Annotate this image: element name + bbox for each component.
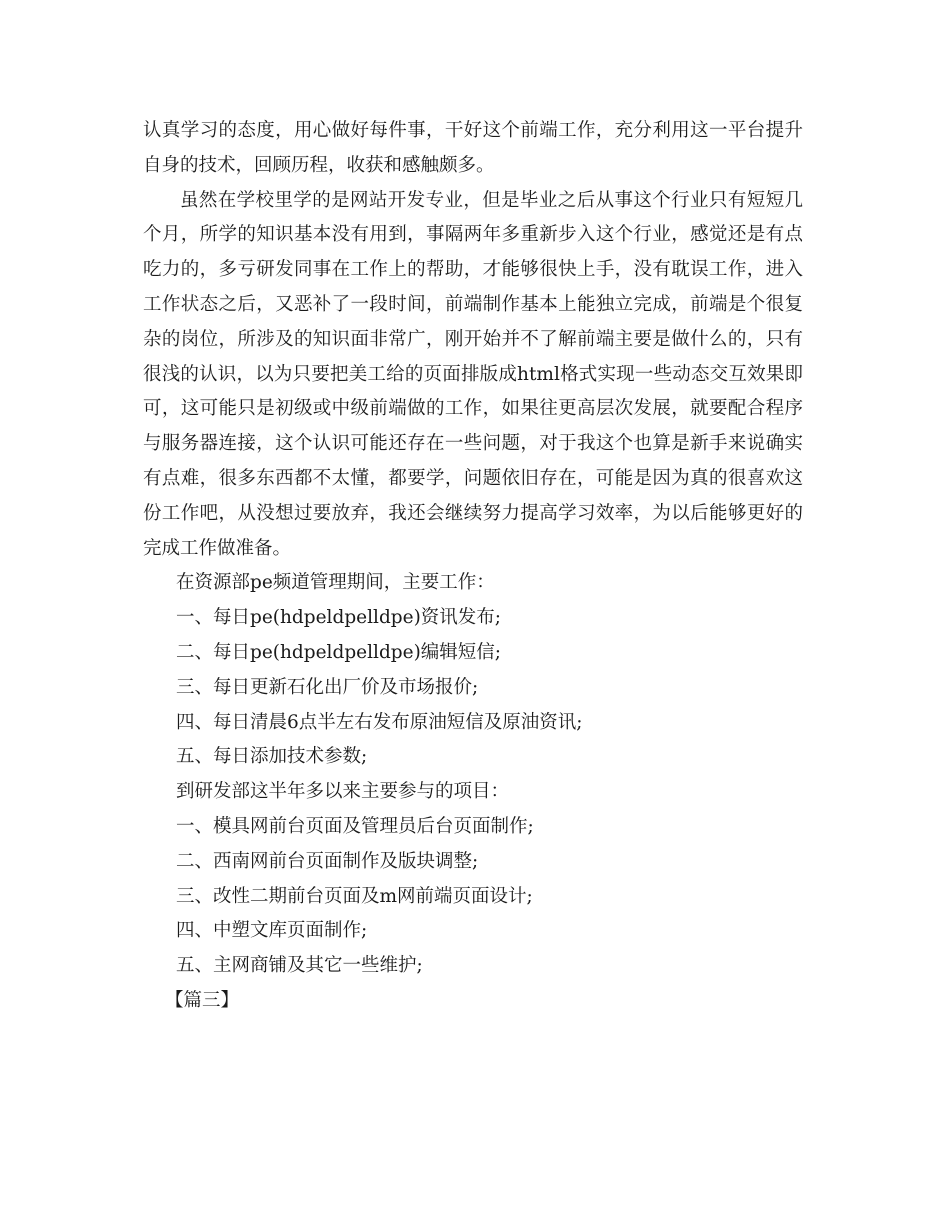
list-item: 三、改性二期前台页面及m网前端页面设计; xyxy=(176,885,533,907)
section-intro-resources: 在资源部pe频道管理期间，主要工作： xyxy=(176,572,495,594)
list-item: 二、每日pe(hdpeldpelldpe)编辑短信; xyxy=(176,641,502,663)
paragraph-experience: 虽然在学校里学的是网站开发专业，但是毕业之后从事这个行业只有短短几个月，所学的知识基本没有用到，事隔两年多重新步入这个行业，感觉还是有点吃力的，多亏研发同事在工作上的帮助，才能够很快上手，没有耽误工作，进入工作状态之后，又恶补了一段时间，前端制作基本上能独立完成，前端是个很复杂的岗位，所涉及的知识面非常广，刚开始并不了解前端主要是做什么的，只有很浅的认识，以为只要把美工给的页面排版成html格式实现一些动态交互效果即可，这可能只是初级或中级前端做的工作，如果往更高层次发展，就要配合程序与服务器连接，这个认识可能还存在一些问题，对于我这个也算是新手来说确实有点难，很多东西都不太懂，都要学，问题依旧存在，可能是因为真的很喜欢这份工作吧，从没想过要放弃，我还会继续努力提高学习效率，为以后能够更好的完成工作做准备。 xyxy=(143,189,803,559)
list-item: 一、模具网前台页面及管理员后台页面制作; xyxy=(176,815,534,837)
list-item: 四、中塑文库页面制作; xyxy=(176,920,368,942)
list-item: 四、每日清晨6点半左右发布原油短信及原油资讯; xyxy=(176,711,583,733)
list-item: 五、主网商铺及其它一些维护; xyxy=(176,955,423,977)
paragraph-continuation: 认真学习的态度，用心做好每件事，干好这个前端工作，充分利用这一平台提升自身的技术，回顾历程，收获和感触颇多。 xyxy=(143,120,803,176)
list-item: 三、每日更新石化出厂价及市场报价; xyxy=(176,676,479,698)
section-heading: 【篇三】 xyxy=(165,989,240,1011)
section-intro-rnd: 到研发部这半年多以来主要参与的项目： xyxy=(176,781,510,803)
document-body xyxy=(143,114,803,1019)
list-item: 一、每日pe(hdpeldpelldpe)资讯发布; xyxy=(176,607,502,629)
list-item: 二、西南网前台页面制作及版块调整; xyxy=(176,850,479,872)
list-item: 五、每日添加技术参数; xyxy=(176,746,368,768)
